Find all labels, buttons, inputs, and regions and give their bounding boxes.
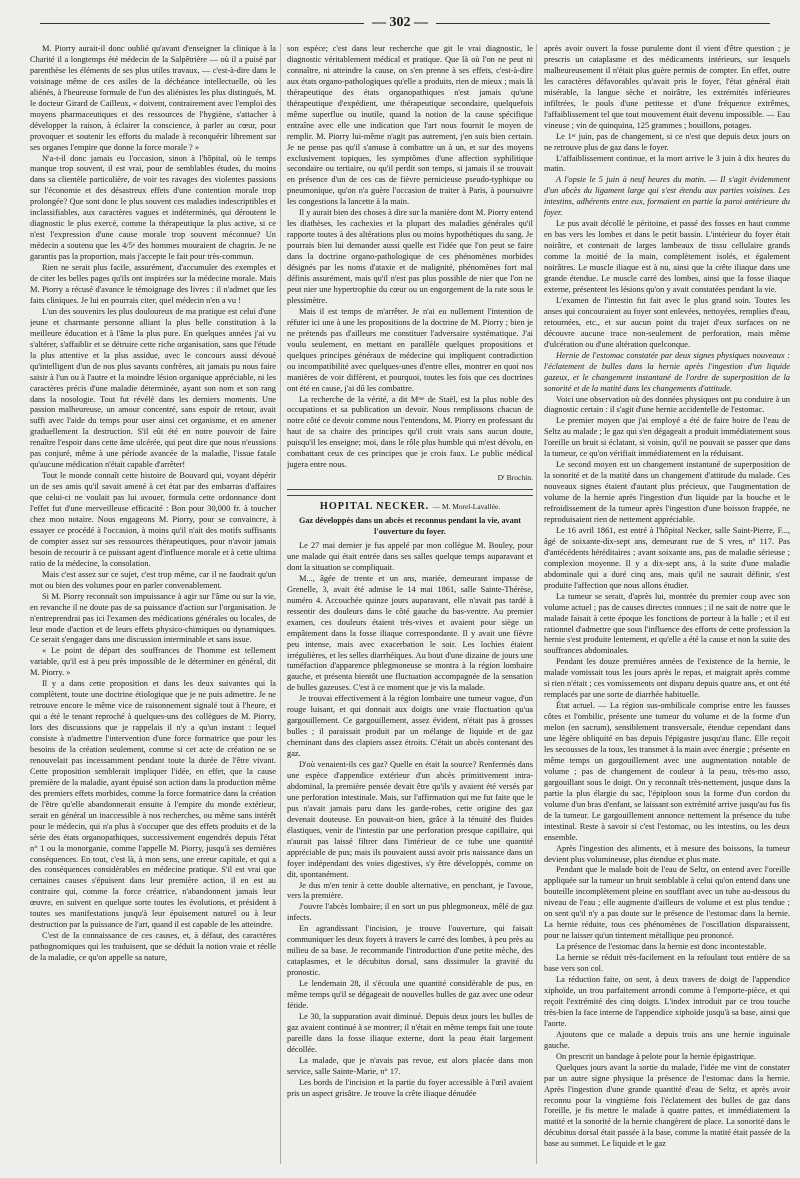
paragraph: Les bords de l'incision et la partie du foyer accessible à l'œil avaient pris un aspect grisâtre. Je trouve la crête iliaque dénudée [287,1077,533,1098]
column-2 [287,44,533,1169]
paragraph: Rien ne serait plus facile, assurément, d'accumuler des exemples et de citer les belles pages qu'ils ont inspirées sur la médecine morale. Mais M. Piorry a récusé d'avance le témoignage des livres : il n'admet que les faits cliniques. Je lui en pourrais citer, quel médecin n'en a vu ! [30,263,276,305]
section-divider [287,489,533,496]
paragraph: En agrandissant l'incision, je trouve l'ouverture, qui faisait communiquer les deux foyers à travers le carré des lombes, à peu près au milieu de sa base. Je recommande l'introduction d'une petite mèche, des cataplasmes, et le décubitus dorsal, sans dissimuler la gravité du pronostic. [287,924,533,978]
paragraph: M. Piorry aurait-il donc oublié qu'avant d'enseigner la clinique à la Charité il a longtemps été médecin de la Salpêtrière — où il a puisé par parenthèse les éléments de ses plus utiles travaux, — c'est-à-dire dans le voisinage même de ces asiles de la déchéance intellectuelle, où les aliénés, à l'heureuse formule de l'un des aliénistes les plus distingués, M. le docteur Girard de Cailleux, « doivent, contrairement avec l'emploi des moyens pharmaceutiques et des ressources de l'hygiène, s'attacher à développer la raison, à éclairer la conscience, à parler au cœur, pour provoquer et soutenir les efforts du malade à reconquérir librement sur ses organes l'empire que donne la force morale ? » [30,44,276,152]
paragraph: Le 1ᵉʳ juin, pas de changement, si ce n'est que depuis deux jours on ne retrouve plus de gaz dans le foyer. [544,131,790,152]
column-1 [30,44,276,1169]
paragraph: La réduction faite, on sent, à deux travers de doigt de l'appendice xiphoïde, un trou parfaitement arrondi comme à l'emporte-pièce, et qui reçoit l'extrémité des cinq doigts. L'index introduit par ce trou touche très-bien la face interne de l'appendice xiphoïde jusqu'à sa base, ainsi que l'aorte. [544,975,790,1028]
paragraph: L'examen de l'intestin fut fait avec le plus grand soin. Toutes les anses qui concouraient au foyer sont enlevées, nettoyées, remplies d'eau, retournées, etc., et sur aucun point du trajet d'eux surfaces on ne découvre aucune trace non-seulement de perforation, mais même d'ulcération ou d'une altération quelconque. [544,295,790,349]
paragraph: après avoir ouvert la fosse purulente dont il vient d'être question ; je prescris un cataplasme et des médicaments intérieurs, sur lesquels malheureusement il n'était plus guère permis de compter. En effet, outre les caractères défavorables qu'avait pris le foyer, l'état général était misérable, la langue sèche et noirâtre, les extrémités inférieures infiltrées, le pouls d'une petitesse et d'une fréquence extrêmes, l'affaiblissement tel que tout mouvement était devenu impossible. — Eau vineuse ; vin de quinquina, 125 grammes ; bouillons, potages. [544,44,790,130]
paragraph: Pendant les douze premières années de l'existence de la hernie, le malade vomissait tous les jours après le repas, et maigrait après comme si rien n'était ; ces vomissements ont disparu depuis quatre ans, et ont été remplacés par une sorte de diarrhée habituelle. [544,657,790,700]
paragraph: D'où venaient-ils ces gaz? Quelle en était la source? Renfermés dans une espèce d'appendice extérieur d'un abcès primitivement intra-abdominal, la première pensée devait être qu'ils y avaient été versés par une perforation intestinale. Mais, sur l'affirmation qui me fut faite que le pus n'avait jamais paru dans les garde-robes, cette origine des gaz devenait douteuse. En pouvait-on bien, grâce à la ténuité des fluides élastiques, venir de l'intestin par une perforation presque capillaire, qui n'aurait pas laissé filtrer dans l'intérieur de ce tube une quantité appréciable de pus; mais ils pouvaient aussi avoir pris naissance dans un foyer indépendant des voies digestives, s'y être développés, comme on dit, spontanément. [287,760,533,879]
case-title: Hernie de l'estomac constatée par deux signes physiques nouveaux : l'éclatement de bulles dans la hernie après l'ingestion d'un liquide gazeux, et le changement instantané de l'ordre de superposition de la sonorité et de la matité dans les changements d'attitude. [544,350,790,393]
paragraph: L'affaiblissement continue, et la mort arrive le 3 juin à dix heures du matin. [544,153,790,174]
paragraph: Le lendemain 28, il s'écoula une quantité considérable de pus, en même temps qu'il se dégageait de nouvelles bulles de gaz avec une odeur fétide. [287,979,533,1011]
paragraph: Il y aurait bien des choses à dire sur la manière dont M. Piorry entend les diathèses, les cachexies et la plupart des maladies générales qu'il rapporte toutes à des altérations plus ou moins hypothétiques du sang. Je pourrais bien lui demander aussi quelle est l'idée que l'on peut se faire dans la doctrine organo-pathologique de ces phénomènes morbides désignés par les noms d'ataxie et de malignité, phénomènes fort mal définis assurément, mais qu'il n'est pas plus possible de nier que l'on ne peut nier une hypertrophie du cœur ou un engorgement de la rate sous le plessimètre. [287,208,533,305]
paragraph: J'ouvre l'abcès lombaire; il en sort un pus phlegmoneux, mêlé de gaz infects. [287,902,533,923]
paragraph: Tout le monde connaît cette histoire de Bouvard qui, voyant dépérir un de ses amis qu'il savait amené à cet état par des embarras d'affaires que celui-ci ne voulait pas lui avouer, formula cette ordonnance dont l'effet fut d'une merveilleuse efficacité : Bon pour 30,000 fr. à toucher chez mon notaire. Nous engageons M. Piorry, pour se convaincre, à essayer ce procédé à l'occasion, à moins qu'il n'ait des motifs suffisants de compter assez sur ses ressources thérapeutiques, pour n'avoir jamais besoin de recourir à ce puissant agent d'influence morale et à cette ultima ratio de la médecine, la consolation. [30,471,276,568]
paragraph: La malade, que je n'avais pas revue, est alors placée dans mon service, salle Sainte-Marie, n° 17. [287,1055,533,1076]
section-subtitle: Gaz développés dans un abcès et reconnus pendant la vie, avant l'ouverture du foyer. [298,516,522,537]
paragraph: M..., âgée de trente et un ans, mariée, demeurant impasse de Grenelle, 3, avait été admise le 14 mai 1861, salle Sainte-Thérèse, numéro 4. Accouchée quinze jours auparavant, elle n'avait pas tardé à ressentir des douleurs dans le côté gauche du bas-ventre. Au premier examen, ces douleurs étaient très-vives et avaient pour siège un empâtement dans la fosse iliaque correspondante. Il y avait une fièvre peu intense, mais avec exacerbation le soir. Les lochies étaient irrégulières, et les selles diarrhéiques. Au bout d'une dizaine de jours une tuméfaction d'apparence phlegmoneuse se montra à la région lombaire gauche, et présenta bientôt une fluctuation accompagnée de la sensation de bulles gazeuses. C'est à ce moment que je vis la malade. [287,573,533,693]
paragraph: Voici une observation où des données physiques ont pu conduire à un diagnostic certain : il s'agit d'une hernie accidentelle de l'estomac. [544,394,790,415]
paragraph: Le 27 mai dernier je fus appelé par mon collègue M. Bouley, pour une malade qui était entrée dans ses salles quelque temps auparavant et dont la situation se compliquait. [287,540,533,572]
paragraph: Le 16 avril 1861, est entré à l'hôpital Necker, salle Saint-Pierre, F..., âgé de soixante-dix-sept ans, demeurant rue de S vres, nº 117. Pas d'antécédents héréditaires ; avant soixante ans, pas de maladie sérieuse ; complexion moyenne. Il y a dix-sept ans, à la suite d'une maladie abdominale qui a duré cinq ans, mais qu'il ne saurait définir, s'est produite l'affection que nous allons étudier. [544,525,790,590]
paragraph: Le premier moyen que j'ai employé a été de faire boire de l'eau de Seltz au malade ; le gaz qui s'en dégageait a produit immédiatement sous l'oreille un bruit si éclatant, si voisin, qu'il ne pouvait se passer que dans la tumeur, ce qu'on vérifiait immédiatement en la réduisant. [544,416,790,459]
paragraph: Ajoutons que ce malade a depuis trois ans une hernie inguinale gauche. [544,1029,790,1050]
paragraph: Le pus avait décollé le péritoine, et passé des fosses en haut comme en bas vers les lombes et dans le petit bassin. L'intérieur du foyer était noirâtre, et contenait de larges lambeaux de tissu cellulaire grands comme la moitié de la main, complètement isolés, et également noirâtres. Le muscle iliaque est à nu, ainsi que la crête iliaque dans une grande étendue. Le muscle carré des lombes, ainsi que la fosse iliaque externe, présentent les lésions qu'on y avait constatées pendant la vie. [544,219,790,294]
article-columns [30,44,790,1169]
page-header [0,10,800,36]
paragraph: « Le point de départ des souffrances de l'homme est tellement variable, qu'il est à peu près impossible de le déterminer en général, dit M. Piorry. » [30,646,276,678]
section-attribution: — M. Morel-Lavallée. [432,502,501,512]
header-rule-right [430,23,770,24]
paragraph: Je trouvai effectivement à la région lombaire une tumeur vague, d'un rouge luisant, et qui donnait aux doigts une vraie fluctuation qu'ua gargouillement. Ce gargouillement, assez évident, n'était pas à grosses bulles ; il paraissait produit par un mélange de liquide et de gaz cheminant dans des clapiers assez étroits. C'était un abcès contenant des gaz. [287,694,533,759]
paragraph: Le second moyen est un changement instantané de superposition de la sonorité et de la matité dans un changement d'attitude du malade. Ces nouveaux signes étaient d'autant plus précieux, que l'augmentation de volume de la hernie après l'ingestion d'un liquide par la bouche et le refroidissement de la tumeur après l'ingestion d'une boisson frappée, ne reproduisaient rien de nettement appréciable. [544,460,790,524]
paragraph: N'a-t-il donc jamais eu l'occasion, sinon à l'hôpital, où le temps manque trop souvent, il est vrai, pour de semblables études, du moins dans sa clientèle particulière, de voir tes ravages des violentes passions sur l'économie et des désastreux effets d'une contention morale trop prolongée? Que sont donc le plus souvent ces maladies indescriptibles et inclassifiables, aux caractères vagues et indéterminés, qui déroutent le diagnostic le plus exercé, comme la thérapeutique la plus active, si ce n'est l'expression d'une cause morale trop souvent méconnue? Un médecin a soutenu que les 4/5ᵉ des hommes mouraient de chagrin. Je ne garantis pas la proportion, mais j'accepte le fait pour très-commun. [30,153,276,262]
paragraph: On prescrit un bandage à pelote pour la hernie épigastrique. [556,1051,756,1061]
paragraph: État actuel. — La région sus-ombilicale comprise entre les fausses côtes et l'ombilic, présente une tumeur du volume et de la forme d'un melon (en sacrum), sensiblement transversale, étendue cependant dans une légère obliquité en bas depuis l'épigastre jusqu'au flanc. Elle reçoit les secousses de la toux, les transmet à la main avec énergie ; présente en même temps un gargouillement avec une augmentation notable de volume ; pas de changement de couleur à la peau, très-mo asso, gargouillant sous le doigt. On y reconnaît très-nettement, jusque dans la partie la plus élargie du sac, l'épiploon sous la forme d'un cordon du volume d'un bras d'enfant, se laissant son extrémité arrive jusqu'au fus fis de la tumeur. Le gargouillement annonce nettement la présence du tube intestinal. Reste à savoir si c'est l'estomac, ou les intestins, ou les deux ensemble. [544,701,790,842]
paragraph: La présence de l'estomac dans la hernie est donc incontestable. [556,942,767,952]
paragraph: L'un des souvenirs les plus douloureux de ma pratique est celui d'une jeune et charmante personne alliant la plus belle constitution à la meilleure éducation et à l'âme la plus pure. En quelques années j'ai vu s'altérer, s'affaiblir et se détruire cette riche organisation, sans que l'étude la plus attentive et la plus assidue, avec le concours aussi dévoué qu'intelligent d'un de nos plus savants confrères, ait jamais pu nous faire saisir à l'un ou à l'autre et la moindre lésion organique appréciable, ni les caractères précis d'une maladie déterminée, ayant son nom et son rang dans la nosologie. Tout fut révélé dans les derniers moments. Une passion malheureuse, un amour concentré, sans espoir de retour, avait suffi avec l'aide du temps pour user ainsi cet organisme, et en amener graduellement la destruction. S'il eût été en notre pouvoir de faire renaître l'espoir dans cette âme ulcérée, qui peut dire que nous n'eussions pas conjuré, même à une période avancée de la maladie, l'issue fatale qu'aucune médication n'était capable d'arrêter! [30,306,276,470]
author-signature: Dʳ Brochin. [497,473,533,483]
paragraph: La hernie se réduit très-facilement en la refoulant tout entière de sa base vers son col. [544,953,790,974]
paragraph: Je dus m'en tenir à cette double alternative, en penchant, je l'avoue, vers la première. [287,880,533,901]
autopsy-heading: A l'opsie le 5 juin à neuf heures du matin. — Il s'agit évidemment d'un abcès du ligament large qui s'est étendu aux parties voisines. Les intestins, adhérents entre eux, formaient en partie la paroi antérieure du foyer. [544,175,790,218]
hospital-name: HOPITAL NECKER. [319,501,430,513]
section-title [287,502,533,513]
paragraph: son espèce; c'est dans leur recherche que git le vrai diagnostic, le diagnostic véritablement médical et pratique. Que là où l'on ne peut ni connaître, ni atteindre la cause, on s'en prenne à ses effets, c'est-à-dire aux états organo-pathologiques qu'elle a produits, rien de mieux ; mais là thérapeutique des états organopathiques n'est jamais qu'une thérapeutique d'expédient, une thérapeutique secondaire, quelquefois même superflue ou inutile, quand la notion de la cause spécifique entraîne avec elle une indication que l'art nous fournit le moyen de remplir. M. Piorry lui-même n'agit pas autrement, j'en suis bien certain. Je ne pense pas qu'il s'amuse à combattre un à un, et sur des moyens exclusivement topiques, les symptômes d'une affection syphilitique secondaire ou tertiaire, ou qu'il perdit son temps, si jamais il se trouvait en présence d'un de ces cas de fièvre pernicieuse pseudo-typhique ou pneumonique, qu'on n'a guère l'occasion de traiter à Paris, à poursuivre les congestions la lancette à la main. [287,44,533,207]
page-number: — 302 — [364,15,436,31]
header-rule-left [40,23,370,24]
paragraph: La tumeur se serait, d'après lui, montrée du premier coup avec son volume actuel ; pas de causes directes connues ; il ne sait de notre que le malade faisait à cette époque les fonctions de porteur à la halle ; et il est rationnel d'admettre que sous l'influence des efforts de cette profession la hernie s'est produite lentement, et qu'elle a été la cause et non la suite des souffrances abdominales. [544,591,790,656]
paragraph: Mais il est temps de m'arrêter. Je n'ai eu nullement l'intention de réfuter ici une à une les propositions de la doctrine de M. Piorry ; bien je ne prétends pas d'ailleurs me constituer l'adversaire systématique. J'ai voulu seulement, en mettant en parallèle quelques propositions et quelques principes généraux de médecine qui impliquent contradiction ou incompatibilité avec quelques-unes d'entre elles, montrer en quoi nos manières de voir diffèrent, et pourquoi, toutes les fois que ces doctrines ont été en cause, j'ai dû les combattre. [287,306,533,393]
paragraph: C'est de la connaissance de ces causes, et, à défaut, des caractères pathognomiques qui les traduisent, que se déduit la notion vraie et réelle de la maladie, ce qu'on appelle sa nature, [30,931,276,963]
paragraph: Quelques jours avant la sortie du malade, l'idée me vint de constater par un autre signe physique la présence de l'estomac dans la hernie. Après l'ingestion d'une grande quantité d'eau de Seltz, et après avoir reconnu pour la vingtième fois l'éclatement des bulles de gaz dans l'oreille, je fis mettre le malade à quatre pattes, et immédiatement la matité et la sonorité de la hernie changèrent de place. La sonorité dans le décubitus dorsal était passée à la base, comme la matité était passée de la base au sommet. Le liquide et le gaz [544,1062,790,1149]
paragraph: Pendant que le malade boit de l'eau de Seltz, on entend avec l'oreille appliquée sur la tumeur un bruit semblable à celui qu'on entend dans une bouteille incomplètement pleine en soufflant avec un tube au-dessous du niveau de l'eau ; elle augmente d'ailleurs de volume et est plus tendue ; on sent qu'il n'y a pas doute sur le présence de l'estomac dans la hernie. La hernie réduite, tous ces phénomènes de l'oscillation disparaissent, pour ne laisser qu'un tintement métallique peu prononcé. [544,865,790,941]
paragraph: La recherche de la vérité, a dit Mᵐᵉ de Staël, est la plus noble des occupations et sa publication un devoir. Nous remplissons chacun de notre côté ce devoir comme nous l'entendons, M. Piorry en professant du haut de sa chaire des principes qu'il croit vrais sans aucun doute, puisqu'il les enseigne; moi, dans le rôle plus humble qui m'est dévolu, en combattant ceux de ces principes que je crois faux. Le public médical jugera entre nous. [287,394,533,470]
paragraph: Le 30, la suppuration avait diminué. Depuis deux jours les bulles de gaz avaient continué à se montrer; il n'était en même temps fait une toute pareille dans la fosse iliaque externe, dont la peau était largement décollée. [287,1011,533,1054]
column-3 [544,44,790,1169]
paragraph: Mais c'est assez sur ce sujet, c'est trop même, car il ne faudrait qu'un mot ou bien des volumes pour en parler convenablement. [30,569,276,590]
paragraph: Si M. Piorry reconnaît son impuissance à agir sur l'âme ou sur la vie, en revanche il ne doute pas de sa puissance d'action sur l'organisation. Je n'entreprendrai pas ici l'examen des médications générales ou locales, de leur mode d'action et de leurs effets physico-chimiques ou dynamiques. Ce serait s'engager dans une discussion interminable et sans issue. [30,591,276,645]
paragraph: Il y a dans cette proposition et dans les deux suivantes qui la complètent, toute une doctrine étiologique que je ne puis admettre. Je ne retrouve encore le même vice de raisonnement signalé tout à l'heure, et qui a été le tenant reproché à quelques-uns des collègues de M. Piorry, lors des discussions que je rappelais il n'y a qu'un instant : lequel consiste à n'admettre l'intervention d'une force formatrice que pour les besoins de la création seulement, comme si cet acte de création ne se renouvelait pas incessamment pendant toute la durée de l'être vivant. Cette proposition semblerait impliquer l'idée, en effet, que la cause première de la maladie, ayant épuisé son action dans la production même des premiers effets morbides, comme la force formatrice dans la création de l'être qu'elle abandonnerait ensuite à l'empire du monde extérieur, serait en général un inaccessible à nos recherches, ou même sans intérêt pour le médecin, qui n'a plus à s'occuper que des effets produits et de la série des états organopathiques, successivement engendrés depuis l'état n° 1 ou la monorganie, comme l'appelle M. Piorry, jusqu'à ses dernières conséquences. En tout, c'est là, à mon sens, une erreur capitale, et qui a des conséquences considérables en médecine pratique. S'il est vrai que certaines causes s'épuisent dans leur première action, il en est au contraire qui, comme la force créatrice, n'abandonnent jamais leur œuvre, en suivent en quelque sorte toutes les évolutions, et président à toutes ses manifestations jusqu'à leur épuisement naturel ou à leur destruction par la puissance de l'art, quand il est capable de les atteindre. [30,679,276,930]
paragraph: Après l'ingestion des aliments, et à mesure des boissons, la tumeur devient plus volumineuse, plus étendue et plus mate. [544,843,790,864]
